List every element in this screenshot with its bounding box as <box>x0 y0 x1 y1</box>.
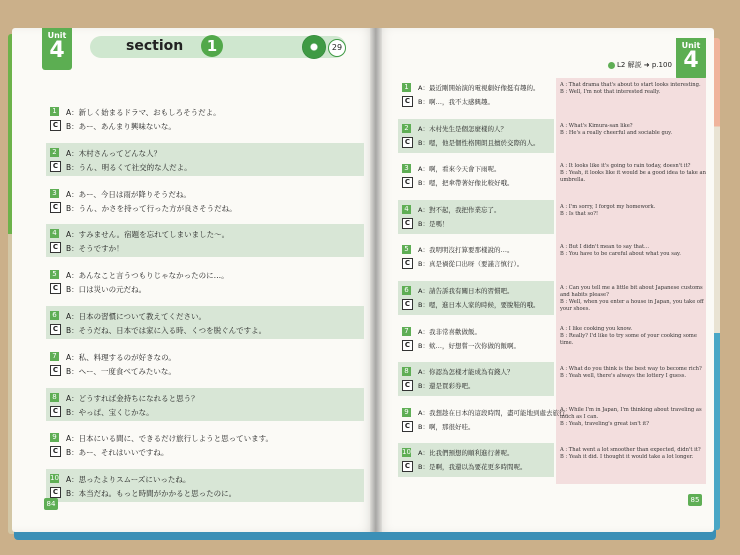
dialog-number: 10 <box>50 474 59 483</box>
c-check-icon: C <box>402 299 413 310</box>
unit-badge <box>42 28 72 70</box>
dialog-line-b: B：やっぱ、宝くじかな。 <box>66 407 154 417</box>
dialog-row <box>46 184 364 217</box>
bulb-icon <box>608 62 615 69</box>
c-check-icon: C <box>50 161 61 172</box>
dialog-number: 3 <box>50 189 59 198</box>
dialog-row <box>46 388 364 421</box>
dialog-line-a: A：我非常喜歡做飯。 <box>418 327 481 336</box>
dialog-number: 2 <box>50 148 59 157</box>
dialog-line-b: B：そうだね、日本では家に入る時、くつを脱ぐんですよ。 <box>66 326 267 335</box>
dialog-row <box>398 443 554 477</box>
dialog-number: 4 <box>402 205 411 214</box>
dialog-line-b: B：本当だね。もっと時間がかかると思ったのに。 <box>66 489 237 499</box>
dialog-line-a: A：啊，看來今天會下雨呢。 <box>418 165 501 174</box>
dialog-line-a: A：思ったよりスムーズにいったね。 <box>66 475 191 485</box>
dialog-line-b: B：啊，那很好哇。 <box>418 422 475 431</box>
dialog-line-b: B：嗯，把傘帶著好像比較好哦。 <box>418 179 514 188</box>
english-translation <box>560 163 706 184</box>
dialog-number: 9 <box>50 433 59 442</box>
dialog-row <box>46 469 364 502</box>
dialog-line-a: A：あー、今日は雨が降りそうだね。 <box>66 189 191 199</box>
c-check-icon: C <box>50 446 61 457</box>
dialog-line-b: B：あー、あんまり興味ないな。 <box>66 122 176 131</box>
english-line-b: B : He's a really cheerful and sociable guy. <box>560 129 673 136</box>
left-page <box>12 28 376 532</box>
dialog-row <box>398 119 554 153</box>
dialog-row <box>46 265 364 298</box>
unit-number: 4 <box>683 48 699 73</box>
dialog-line-b: B：うん、明るくて社交的な人だよ。 <box>66 162 192 172</box>
c-check-icon: C <box>50 365 61 376</box>
dialog-line-a: A：比我們預想的順利進行著呢。 <box>418 449 514 458</box>
dialog-line-a: A：我明明沒打算要那樣說的…。 <box>418 246 514 255</box>
english-translation <box>560 366 706 380</box>
right-page <box>376 28 714 532</box>
english-line-a: A : That went a lot smoother than expected, didn't it? <box>560 447 701 454</box>
dialog-line-b: B：還是買彩券吧。 <box>418 382 475 391</box>
section-number: 1 <box>201 35 223 57</box>
dialog-line-a: A：どうすれば金持ちになれると思う？ <box>66 393 199 403</box>
dialog-number: 7 <box>402 327 411 336</box>
audio-track-number: 29 <box>328 39 346 57</box>
dialog-line-b: B：あー、それはいいですね。 <box>66 448 169 458</box>
english-line-b: B : Well, when you enter a house in Japan, you take off your shoes. <box>560 299 704 312</box>
english-line-a: A : That drama that's about to start looks interesting. <box>560 82 701 88</box>
c-check-icon: C <box>50 120 61 131</box>
section-label: section <box>126 38 184 54</box>
explanation-reference <box>608 60 672 70</box>
c-check-icon: C <box>50 324 61 335</box>
dialog-line-a: A：あんなこと言うつもりじゃなかったのに…。 <box>66 271 229 281</box>
c-check-icon: C <box>402 340 413 351</box>
dialog-row <box>398 159 554 193</box>
dialog-row <box>398 200 554 234</box>
english-translation <box>560 326 706 347</box>
dialog-line-b: B：うん、かさを持って行った方が良さそうだね。 <box>66 203 237 213</box>
dialog-row <box>398 240 554 274</box>
c-check-icon: C <box>402 177 413 188</box>
english-translation <box>560 447 706 461</box>
dialog-row <box>398 362 554 396</box>
dialog-line-a: A：我想趁在日本的這段時間，盡可能地到處去旅行。 <box>418 408 572 417</box>
c-check-icon: C <box>402 421 413 432</box>
english-line-a: A : Can you tell me a little bit about Japanese customs and habits please? <box>560 285 703 298</box>
section-header <box>90 36 346 58</box>
c-check-icon: C <box>402 218 413 229</box>
page-number: 85 <box>688 494 702 506</box>
unit-label: Unit <box>47 31 67 40</box>
dialog-line-b: B：嗯，進日本人家的時候，要脫鞋的哦。 <box>418 301 540 309</box>
dialog-line-b: B：是啊，我還以為要花更多時間呢。 <box>418 463 527 472</box>
dialog-number: 5 <box>50 270 59 279</box>
unit-label: Unit <box>681 41 701 50</box>
dialog-number: 4 <box>50 229 59 238</box>
dialog-line-a: A：木村さんってどんな人？ <box>66 148 162 158</box>
book-spine <box>370 28 382 532</box>
dialog-row <box>46 143 364 176</box>
audio-cd-icon <box>302 35 326 59</box>
dialog-row <box>46 306 364 339</box>
english-translation <box>560 204 706 218</box>
dialog-line-a: A：新しく始まるドラマ、おもしろそうだよ。 <box>66 108 221 117</box>
dialog-row <box>46 428 364 461</box>
dialog-line-b: B：へー、一度食べてみたいな。 <box>66 366 176 376</box>
dialog-number: 6 <box>402 286 411 295</box>
dialog-number: 10 <box>402 448 411 457</box>
dialog-line-a: A：すみません。宿題を忘れてしまいました～。 <box>66 230 230 240</box>
c-check-icon: C <box>50 283 61 294</box>
dialog-line-a: A：對不起，我把作業忘了。 <box>418 205 501 214</box>
c-check-icon: C <box>402 258 413 269</box>
dialog-row <box>398 281 554 315</box>
dialog-line-a: A：木村先生是個怎麼樣的人？ <box>418 124 507 133</box>
c-check-icon: C <box>50 242 61 253</box>
english-line-a: A : What do you think is the best way to become rich? <box>560 366 702 373</box>
dialog-row <box>398 322 554 356</box>
english-translation <box>560 285 706 313</box>
english-line-b: B : Yeah it did. I thought it would take a lot longer. <box>560 454 694 461</box>
c-check-icon: C <box>402 461 413 472</box>
c-check-icon: C <box>402 137 413 148</box>
english-translation <box>560 244 706 258</box>
english-line-b: B : Well, I'm not that interested really. <box>560 89 661 95</box>
english-translation <box>560 123 706 137</box>
english-line-b: B : Really? I'd like to try some of your cooking some time. <box>560 332 697 346</box>
dialog-number: 1 <box>50 107 59 116</box>
dialog-number: 5 <box>402 245 411 254</box>
english-line-b: B : Is that so?! <box>560 210 599 217</box>
unit-number: 4 <box>49 38 65 63</box>
english-line-a: A : But I didn't mean to say that... <box>560 244 649 251</box>
dialog-number: 8 <box>402 367 411 376</box>
dialog-line-a: A：你認為怎樣才能成為有錢人？ <box>418 368 514 377</box>
c-check-icon: C <box>50 406 61 417</box>
dialog-number: 6 <box>50 311 59 320</box>
english-line-a: A : While I'm in Japan, I'm thinking about traveling as much as I can. <box>560 406 702 420</box>
dialog-row <box>398 403 572 437</box>
english-line-a: A : It looks like it's going to rain today, doesn't it? <box>560 163 691 170</box>
dialog-line-a: A：日本にいる間に、できるだけ旅行しようと思っています。 <box>66 434 274 444</box>
dialog-number: 1 <box>402 83 411 92</box>
dialog-row <box>46 224 364 257</box>
dialog-row <box>398 78 554 112</box>
dialog-line-b: B：欸…，好想嘗一次你做的飯啊。 <box>418 341 520 350</box>
dialog-line-b: B：口は災いの元だね。 <box>66 285 147 295</box>
reference-text: L2 解説 ➜ p.100 <box>617 61 672 69</box>
c-check-icon: C <box>402 96 413 107</box>
dialog-line-b: B：真是禍從口出呀（要謹言慎行）。 <box>418 260 524 269</box>
english-translation <box>560 82 706 96</box>
c-check-icon: C <box>50 202 61 213</box>
page-number: 84 <box>44 498 58 510</box>
english-line-a: A : I'm sorry, I forgot my homework. <box>560 203 656 210</box>
dialog-line-b: B：是嗎！ <box>418 219 449 228</box>
english-line-b: B : Yeah well, there's always the lottery I guess. <box>560 373 687 380</box>
dialog-line-a: A：請告訴我有關日本的習慣吧。 <box>418 287 514 295</box>
english-line-a: A : What's Kimura-san like? <box>560 122 633 129</box>
dialog-line-a: A：日本の習慣について教えてください。 <box>66 312 206 321</box>
c-check-icon: C <box>402 380 413 391</box>
english-line-b: B : Yeah, it looks like it would be a good idea to take an umbrella. <box>560 170 706 184</box>
english-translation <box>560 407 706 428</box>
open-book <box>8 28 720 540</box>
dialog-line-a: A：最近剛開始演的電視劇好像挺有趣的。 <box>418 84 540 92</box>
dialog-line-a: A：私、料理するのが好きなの。 <box>66 352 176 362</box>
dialog-line-b: B：嗯，他是個性格開朗且擅於交際的人。 <box>418 138 540 147</box>
english-line-b: B : You have to be careful about what you say. <box>560 251 681 258</box>
dialog-number: 7 <box>50 352 59 361</box>
c-check-icon: C <box>50 487 61 498</box>
dialog-number: 9 <box>402 408 411 417</box>
dialog-number: 8 <box>50 393 59 402</box>
dialog-row <box>46 347 364 380</box>
english-line-b: B : Yeah, traveling's great isn't it? <box>560 420 650 427</box>
dialog-line-b: B：啊…，我不太感興趣。 <box>418 98 494 106</box>
dialog-line-b: B：そうですか！ <box>66 244 124 254</box>
dialog-number: 3 <box>402 164 411 173</box>
dialog-number: 2 <box>402 124 411 133</box>
english-line-a: A : I like cooking you know. <box>560 325 633 332</box>
unit-badge <box>676 38 706 80</box>
dialog-row <box>46 102 364 135</box>
